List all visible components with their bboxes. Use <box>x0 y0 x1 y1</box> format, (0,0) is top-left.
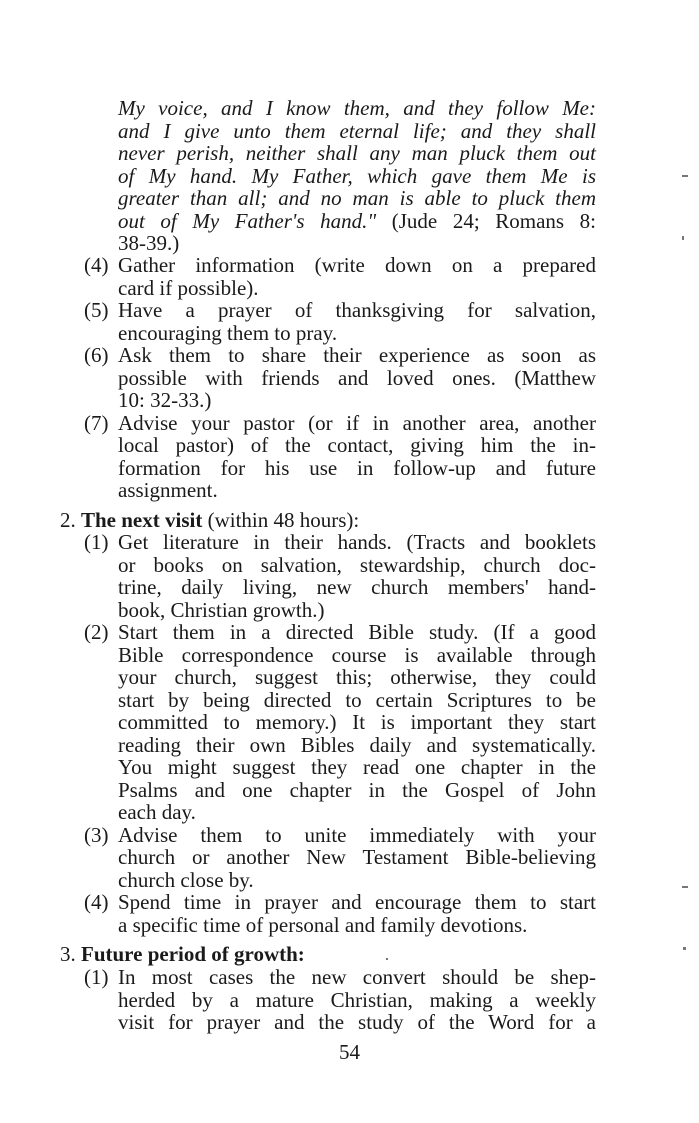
next-visit-list <box>84 531 596 936</box>
item-line: In most cases the new convert should be shep- <box>118 965 596 989</box>
list-item <box>84 966 596 1034</box>
section-number: 3. <box>60 942 76 966</box>
list-item <box>84 344 596 412</box>
item-line: church or another New Testament Bible-believing <box>118 845 596 869</box>
section-title: Future period of growth: <box>81 942 305 966</box>
item-line: church close by. <box>118 867 254 892</box>
quote-reference: (Jude 24; Romans 8: <box>376 208 596 233</box>
item-line: a specific time of personal and family devotions. <box>118 912 528 937</box>
item-line: visit for prayer and the study of the Word for a <box>118 1010 596 1034</box>
item-number: (4) <box>84 890 109 914</box>
item-line: Advise your pastor (or if in another area, another <box>118 410 596 435</box>
page-number: 54 <box>339 1040 360 1064</box>
item-number: (4) <box>84 253 109 277</box>
item-line: Advise them to unite immediately with your <box>118 822 596 847</box>
list-item <box>84 412 596 502</box>
quote-line-last <box>118 210 596 233</box>
item-line: formation for his use in follow-up and future <box>118 455 596 480</box>
item-number: (3) <box>84 822 109 847</box>
item-line: encouraging them to pray. <box>118 320 338 345</box>
section-3-heading <box>60 943 600 966</box>
quote-line: never perish, neither shall any man pluck them out <box>118 141 596 165</box>
section-subtitle: (within 48 hours): <box>202 508 360 532</box>
item-line: Psalms and one chapter in the Gospel of John <box>118 777 596 802</box>
item-line: trine, daily living, new church members' hand- <box>118 575 596 599</box>
item-line: herded by a mature Christian, making a weekly <box>118 987 596 1012</box>
item-number: (5) <box>84 298 109 322</box>
item-line: or books on salvation, stewardship, church doc- <box>118 552 596 577</box>
list-item <box>84 254 596 299</box>
item-number: (1) <box>84 530 109 554</box>
item-line: 10: 32-33.) <box>118 388 212 412</box>
item-line: assignment. <box>118 478 218 502</box>
item-number: (2) <box>84 620 109 644</box>
item-line: Have a prayer of thanksgiving for salvation, <box>118 298 596 322</box>
item-line: card if possible). <box>118 275 259 300</box>
quote-reference-end: 38-39.) <box>118 231 180 255</box>
quote-line: of My hand. My Father, which gave them Me is <box>118 163 596 188</box>
scan-mark <box>683 947 686 950</box>
item-line: start by being directed to certain Scriptures to be <box>118 687 596 712</box>
item-line: Gather information (write down on a prepared <box>118 253 596 277</box>
item-line: possible with friends and loved ones. (Matthew <box>118 365 596 390</box>
item-line: Start them in a directed Bible study. (If a good <box>118 620 596 644</box>
item-line: Spend time in prayer and encourage them to start <box>118 890 596 914</box>
list-item <box>84 531 596 621</box>
quote-line: and I give unto them eternal life; and they shall <box>118 118 596 143</box>
item-line: reading their own Bibles daily and systematically. <box>118 732 596 757</box>
section-2-heading <box>60 509 600 532</box>
item-line: Ask them to share their experience as soon as <box>118 343 596 367</box>
scan-mark <box>386 958 388 960</box>
scripture-quote <box>118 97 596 255</box>
section-number: 2. <box>60 508 76 532</box>
section-title: The next visit <box>81 508 203 532</box>
item-line: Bible correspondence course is available through <box>118 642 596 667</box>
scan-mark <box>682 175 688 177</box>
scan-mark <box>682 236 684 240</box>
item-line: Get literature in their hands. (Tracts and booklets <box>118 530 596 554</box>
item-number: (7) <box>84 410 109 435</box>
quote-line: My voice, and I know them, and they follow Me: <box>118 96 596 120</box>
item-line: book, Christian growth.) <box>118 597 325 622</box>
item-number: (1) <box>84 965 109 989</box>
list-item <box>84 621 596 824</box>
list-item <box>84 824 596 892</box>
item-line: You might suggest they read one chapter in the <box>118 755 596 779</box>
list-item <box>84 891 596 936</box>
first-visit-list <box>84 254 596 502</box>
item-line: each day. <box>118 800 196 824</box>
quote-end-italic: out of My Father's hand." <box>118 208 377 233</box>
item-number: (6) <box>84 343 109 367</box>
item-line: committed to memory.) It is important they start <box>118 710 596 734</box>
item-line: your church, suggest this; otherwise, they could <box>118 665 596 689</box>
scan-mark <box>682 886 688 888</box>
quote-line: greater than all; and no man is able to pluck them <box>118 186 596 210</box>
list-item <box>84 299 596 344</box>
growth-list <box>84 966 596 1034</box>
item-line: local pastor) of the contact, giving him the in- <box>118 433 596 457</box>
